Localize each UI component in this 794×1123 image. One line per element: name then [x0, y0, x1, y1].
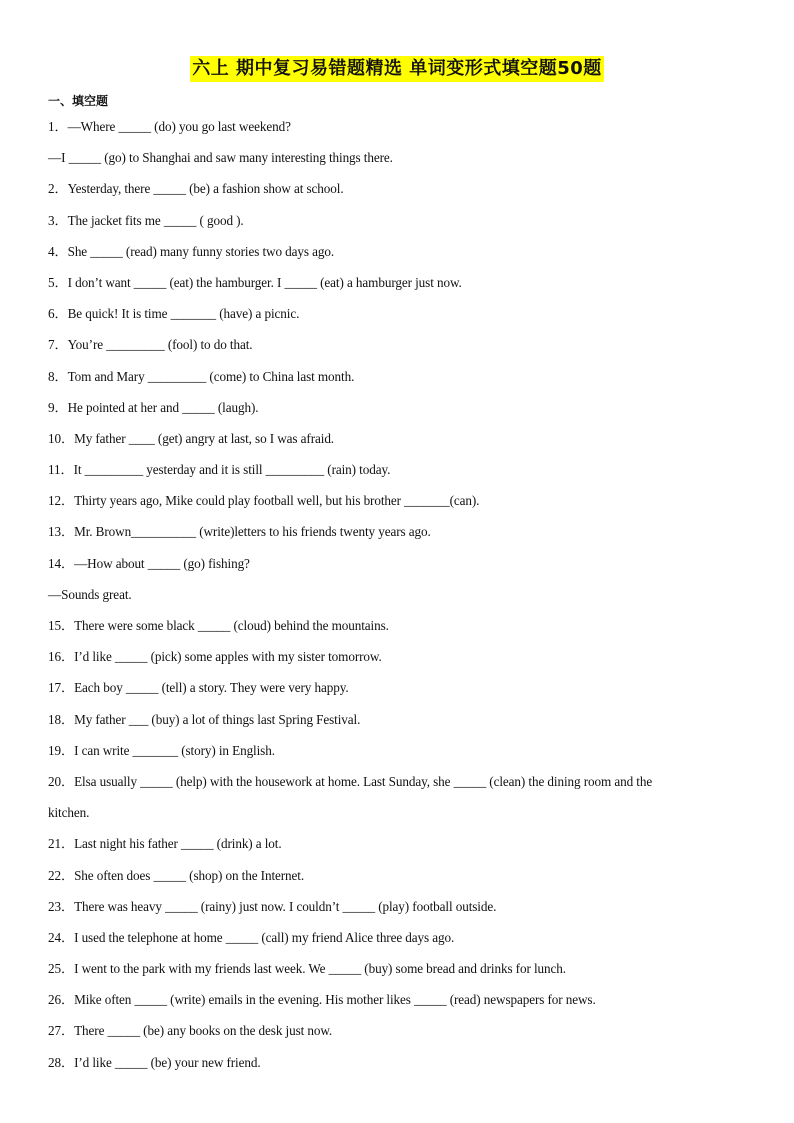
- question-line: 10．My father ____ (get) angry at last, so I was afraid.: [48, 430, 335, 446]
- question-line: 28．I’d like _____ (be) your new friend.: [48, 1054, 261, 1070]
- question-line: 9．He pointed at her and _____ (laugh).: [48, 399, 259, 415]
- question-line: 1．—Where _____ (do) you go last weekend?: [48, 119, 291, 134]
- page-title: 六上 期中复习易错题精选 单词变形式填空题50题: [190, 56, 604, 82]
- question-line: 4．She _____ (read) many funny stories two days ago.: [48, 243, 335, 259]
- question-line: 16．I’d like _____ (pick) some apples with my sister tomorrow.: [48, 649, 382, 665]
- question-line: 26．Mike often _____ (write) emails in the evening. His mother likes _____ (read) newspapers for news.: [48, 992, 596, 1008]
- question-line: 5．I don’t want _____ (eat) the hamburger. I _____ (eat) a hamburger just now.: [48, 274, 462, 290]
- question-list: [48, 117, 748, 1084]
- question-line: 11．It _________ yesterday and it is still _________ (rain) today.: [48, 462, 391, 478]
- question-line: —Sounds great.: [48, 586, 132, 602]
- question-line: 13．Mr. Brown__________ (write)letters to his friends twenty years ago.: [48, 524, 431, 540]
- question-line: 3．The jacket fits me _____ ( good ).: [48, 212, 244, 228]
- question-line: 21．Last night his father _____ (drink) a lot.: [48, 836, 282, 852]
- question-line: 15．There were some black _____ (cloud) behind the mountains.: [48, 618, 389, 633]
- question-line: 22．She often does _____ (shop) on the Internet.: [48, 867, 305, 883]
- question-line: kitchen.: [48, 805, 90, 821]
- question-line: 2．Yesterday, there _____ (be) a fashion show at school.: [48, 181, 344, 197]
- question-line: 6．Be quick! It is time _______ (have) a picnic.: [48, 306, 300, 322]
- question-line: 20．Elsa usually _____ (help) with the housework at home. Last Sunday, she _____ (clean) the dining room and the: [48, 773, 653, 789]
- section-heading: 一、填空题: [48, 94, 109, 108]
- question-line: 25．I went to the park with my friends last week. We _____ (buy) some bread and drinks for lunch.: [48, 961, 566, 977]
- question-line: 19．I can write _______ (story) in English.: [48, 742, 275, 758]
- question-line: 17．Each boy _____ (tell) a story. They were very happy.: [48, 680, 349, 696]
- question-line: 12．Thirty years ago, Mike could play football well, but his brother _______(can).: [48, 493, 480, 509]
- question-line: 27．There _____ (be) any books on the desk just now.: [48, 1023, 333, 1039]
- question-line: 18．My father ___ (buy) a lot of things last Spring Festival.: [48, 711, 361, 727]
- question-line: —I _____ (go) to Shanghai and saw many interesting things there.: [48, 150, 393, 166]
- question-line: 8．Tom and Mary _________ (come) to China last month.: [48, 368, 355, 384]
- question-line: 24．I used the telephone at home _____ (call) my friend Alice three days ago.: [48, 929, 455, 945]
- question-line: 7．You’re _________ (fool) to do that.: [48, 337, 253, 353]
- question-line: 23．There was heavy _____ (rainy) just now. I couldn’t _____ (play) football outside.: [48, 898, 497, 914]
- question-line: 14．—How about _____ (go) fishing?: [48, 555, 250, 571]
- title-wrap: [0, 56, 794, 82]
